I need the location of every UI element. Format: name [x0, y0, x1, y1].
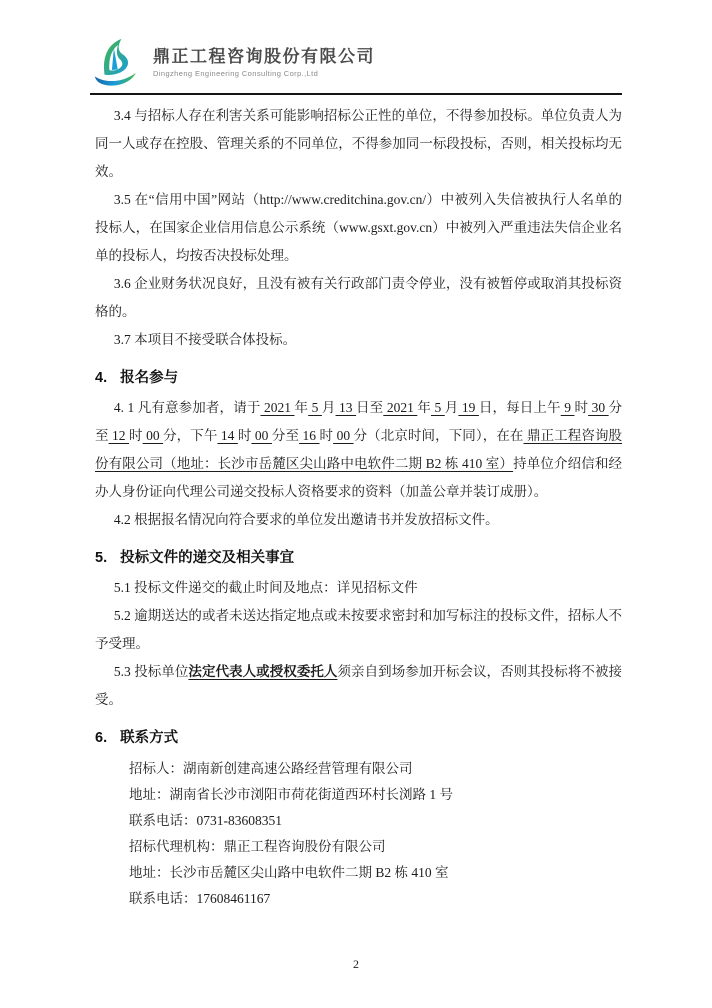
- section-4-title: 报名参与: [120, 370, 179, 386]
- clause-4-1: [95, 394, 622, 506]
- clause-3-7: 3.7 本项目不接受联合体投标。: [113, 332, 297, 347]
- text-segment: 13: [335, 400, 357, 415]
- section-4-heading: [95, 362, 622, 394]
- text-segment: 日，每日上午: [478, 400, 561, 415]
- text-segment: 年: [294, 400, 309, 415]
- text-segment: 00: [333, 428, 354, 443]
- section-4-number: 4.: [95, 370, 108, 386]
- section-6-title: 联系方式: [120, 730, 179, 746]
- text-segment: 14: [217, 428, 238, 443]
- page-footer: [0, 957, 712, 972]
- text-segment: 时: [129, 428, 143, 443]
- logo-text-block: [153, 47, 375, 79]
- text-segment: 法定代表人或授权委托人: [188, 664, 338, 679]
- contact-tenderer-phone: 联系电话：0731-83608351: [129, 813, 282, 828]
- logo-d-swoosh-icon: [90, 38, 144, 88]
- clause-4-2: 4.2 根据报名情况向符合要求的单位发出邀请书并发放招标文件。: [113, 512, 499, 527]
- document-body: [95, 102, 622, 912]
- company-name-en: Dingzheng Engineering Consulting Corp.,Ltd: [153, 69, 319, 78]
- contact-agency-phone: 联系电话：17608461167: [129, 891, 271, 906]
- section-5-heading: [95, 542, 622, 574]
- text-segment: 5.3 投标单位: [113, 664, 189, 679]
- text-segment: 鼎正工程咨询股份有限公司（地址：长沙市岳麓区尖山路中电软件二期 B2 栋 410 室）: [95, 428, 623, 471]
- page-header: [90, 38, 622, 95]
- text-segment: 5: [308, 400, 322, 415]
- contact-tenderer: 招标人：湖南新创建高速公路经营管理有限公司: [129, 761, 413, 776]
- clause-5-1: 5.1 投标文件递交的截止时间及地点：详见招标文件: [113, 580, 418, 595]
- text-segment: 5: [430, 400, 445, 415]
- text-segment: 时: [574, 400, 589, 415]
- text-segment: 时: [319, 428, 334, 443]
- contact-tenderer-address: 地址：湖南省长沙市浏阳市荷花街道西环村长浏路 1 号: [129, 787, 453, 802]
- text-segment: 日至: [356, 400, 384, 415]
- text-segment: 分，下午: [163, 428, 218, 443]
- text-segment: 持单位介绍信和经办人身份证向代理公司递交投标人资格要求的资料（加盖公章并装订成册）。: [95, 456, 622, 499]
- clause-3-6: 3.6 企业财务状况良好，且没有被有关行政部门责令停业，没有被暂停或取消其投标资格的。: [95, 276, 622, 319]
- text-segment: 月: [321, 400, 336, 415]
- company-logo: [90, 38, 622, 88]
- company-name-cn: 鼎正工程咨询股份有限公司: [153, 47, 375, 66]
- text-segment: 须亲自到场参加开标会议，否则其投标将不被接受。: [95, 664, 623, 707]
- text-segment: 9: [560, 400, 575, 415]
- text-segment: 4. 1 凡有意参加者，请于: [113, 400, 261, 415]
- clause-5-2: 5.2 逾期送达的或者未送达指定地点或未按要求密封和加写标注的投标文件，招标人不予受理。: [95, 608, 622, 651]
- contact-info-block: [95, 756, 622, 912]
- page-number: 2: [353, 957, 359, 971]
- contact-agency-address: 地址：长沙市岳麓区尖山路中电软件二期 B2 栋 410 室: [129, 865, 449, 880]
- text-segment: 分至: [95, 400, 623, 443]
- section-5-number: 5.: [95, 550, 108, 566]
- text-segment: 月: [444, 400, 459, 415]
- clause-3-4: 3.4 与招标人存在利害关系可能影响招标公正性的单位，不得参加投标。单位负责人为同一人或存在控股、管理关系的不同单位，不得参加同一标段投标，否则，相关投标均无效。: [95, 108, 622, 179]
- section-6-heading: [95, 722, 622, 754]
- text-segment: 2021: [260, 400, 295, 415]
- section-5-title: 投标文件的递交及相关事宜: [120, 550, 295, 566]
- text-segment: 分至: [271, 428, 300, 443]
- clause-3-5: 3.5 在“信用中国”网站（http://www.creditchina.gov.cn/）中被列入失信被执行人名单的投标人，在国家企业信用信息公示系统（www.gsxt.gov.cn）中被列入严重违法失信企业名单的投标人，均按否决投标处理。: [95, 192, 622, 263]
- text-segment: 19: [458, 400, 479, 415]
- contact-agency: 招标代理机构：鼎正工程咨询股份有限公司: [129, 839, 386, 854]
- text-segment: 00: [142, 428, 164, 443]
- section-6-number: 6.: [95, 730, 108, 746]
- text-segment: 30: [588, 400, 609, 415]
- clause-5-3: [95, 658, 622, 714]
- text-segment: 年: [417, 400, 431, 415]
- text-segment: 2021: [383, 400, 418, 415]
- text-segment: 16: [299, 428, 320, 443]
- text-segment: 00: [251, 428, 272, 443]
- text-segment: 时: [237, 428, 252, 443]
- text-segment: 分（北京时间，下同），在在: [353, 428, 524, 443]
- text-segment: 12: [108, 428, 130, 443]
